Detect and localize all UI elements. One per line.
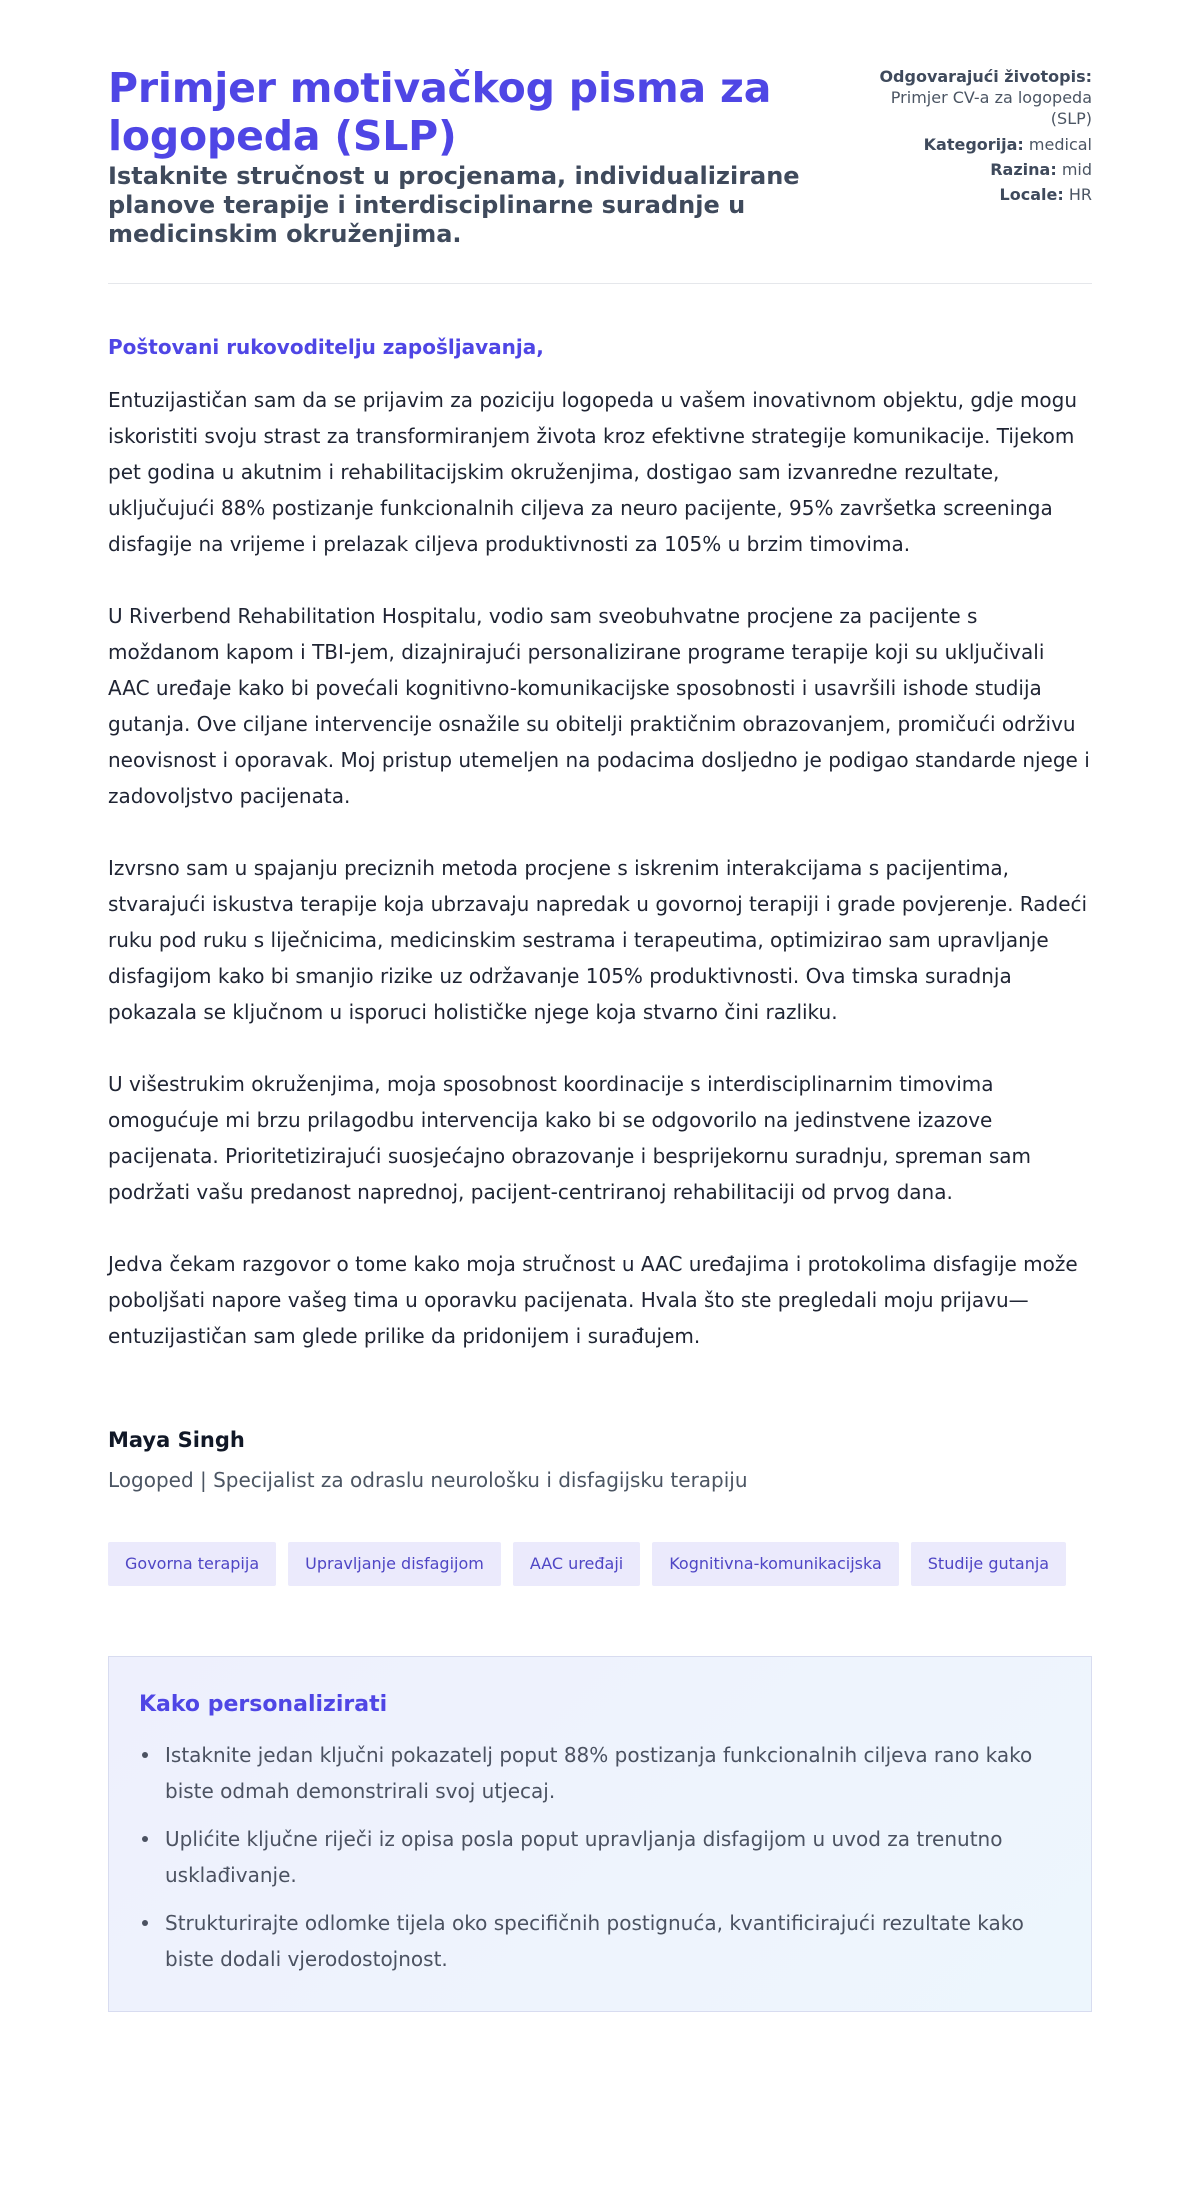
- letter-body: [108, 334, 1092, 1354]
- skill-tag: Studije gutanja: [911, 1542, 1066, 1586]
- tips-title: Kako personalizirati: [139, 1692, 388, 1717]
- skill-tag: Govorna terapija: [108, 1542, 276, 1586]
- meta-key: Kategorija:: [923, 135, 1024, 154]
- page-subtitle: Istaknite stručnost u procjenama, individualizirane planove terapije i interdisciplinarne suradnje u medicinskim okruženjima.: [108, 162, 800, 248]
- signature-name: Maya Singh: [108, 1428, 245, 1452]
- salutation: Poštovani rukovoditelju zapošljavanja,: [108, 335, 544, 359]
- meta-locale: [877, 184, 1092, 205]
- bullet-icon: [142, 1752, 148, 1758]
- meta-matching-resume: [877, 66, 1092, 129]
- tips-item: [139, 1737, 1061, 1809]
- tips-item: [139, 1905, 1061, 1977]
- bullet-icon: [142, 1836, 148, 1842]
- letter-paragraph: U Riverbend Rehabilitation Hospitalu, vodio sam sveobuhvatne procjene za pacijente s moždanom kapom i TBI-jem, dizajnirajući personalizirane programe terapije koji su uključivali AAC uređaje kako bi povećali kognitivno-komunikacijske sposobnosti i usavršili ishode studija gutanja. Ove ciljane intervencije osnažile su obitelji praktičnim obrazovanjem, promičući održivu neovisnost i oporavak. Moj pristup utemeljen na podacima dosljedno je podigao standarde njege i zadovoljstvo pacijenata.: [108, 604, 1090, 808]
- letter-paragraphs: [108, 382, 1092, 1354]
- skill-tag: Upravljanje disfagijom: [288, 1542, 501, 1586]
- signature-title: Logoped | Specijalist za odraslu neurološku i disfagijsku terapiju: [108, 1468, 748, 1492]
- skill-tag: Kognitivna-komunikacijska: [652, 1542, 899, 1586]
- meta-category: [877, 134, 1092, 155]
- meta-value: HR: [1068, 185, 1092, 204]
- tips-item-text: Strukturirajte odlomke tijela oko specifičnih postignuća, kvantificirajući rezultate kako biste dodali vjerodostojnost.: [165, 1911, 1024, 1971]
- meta-level: [877, 159, 1092, 180]
- letter-paragraph: Jedva čekam razgovor o tome kako moja stručnost u AAC uređajima i protokolima disfagije može poboljšati napore vašeg tima u oporavku pacijenata. Hvala što ste pregledali moju prijavu—entuzijastičan sam glede prilike da pridonijem i surađujem.: [108, 1252, 1078, 1348]
- meta-key: Locale:: [999, 185, 1064, 204]
- letter-paragraph: Entuzijastičan sam da se prijavim za poziciju logopeda u vašem inovativnom objektu, gdje mogu iskoristiti svoju strast za transformiranjem života kroz efektivne strategije komunikacije. Tijekom pet godina u akutnim i rehabilitacijskim okruženjima, dostigao sam izvanredne rezultate, uključujući 88% postizanje funkcionalnih ciljeva za neuro pacijente, 95% završetka screeninga disfagije na vrijeme i prelazak ciljeva produktivnosti za 105% u brzim timovima.: [108, 388, 1078, 556]
- meta-key: Razina:: [990, 160, 1057, 179]
- letter-paragraph: Izvrsno sam u spajanju preciznih metoda procjene s iskrenim interakcijama s pacijentima, stvarajući iskustva terapije koja ubrzavaju napredak u govornoj terapiji i grade povjerenje. Radeći ruku pod ruku s liječnicima, medicinskim sestrama i terapeutima, optimizirao sam upravljanje disfagijom kako bi smanjio rizike uz održavanje 105% produktivnosti. Ova timska suradnja pokazala se ključnom u isporuci holističke njege koja stvarno čini razliku.: [108, 856, 1088, 1024]
- personalization-tips-box: [108, 1656, 1092, 2012]
- meta-value: mid: [1061, 160, 1092, 179]
- header-titles: [108, 64, 877, 249]
- tips-list: [139, 1737, 1061, 1977]
- page-header: [108, 64, 1092, 284]
- tips-item-text: Istaknite jedan ključni pokazatelj poput 88% postizanja funkcionalnih ciljeva rano kako biste odmah demonstrirali svoj utjecaj.: [165, 1743, 1033, 1803]
- signature-block: [108, 1426, 1092, 1494]
- letter-paragraph: U višestrukim okruženjima, moja sposobnost koordinacije s interdisciplinarnim timovima omogućuje mi brzu prilagodbu intervencija kako bi se odgovorilo na jedinstvene izazove pacijenata. Prioritetizirajući suosjećajno obrazovanje i besprijekornu suradnju, spreman sam podržati vašu predanost naprednoj, pacijent-centriranoj rehabilitaciji od prvog dana.: [108, 1072, 1032, 1204]
- meta-value: Primjer CV-a za logopeda (SLP): [890, 88, 1092, 128]
- tips-item: [139, 1821, 1061, 1893]
- skill-tags: [108, 1542, 1108, 1586]
- meta-key: Odgovarajući životopis:: [879, 67, 1092, 86]
- bullet-icon: [142, 1920, 148, 1926]
- meta-panel: [877, 64, 1092, 209]
- meta-value: medical: [1028, 135, 1092, 154]
- skill-tag: AAC uređaji: [513, 1542, 640, 1586]
- tips-item-text: Uplićite ključne riječi iz opisa posla poput upravljanja disfagijom u uvod za trenutno usklađivanje.: [165, 1827, 1003, 1887]
- page-title: Primjer motivačkog pisma za logopeda (SLP): [108, 64, 772, 160]
